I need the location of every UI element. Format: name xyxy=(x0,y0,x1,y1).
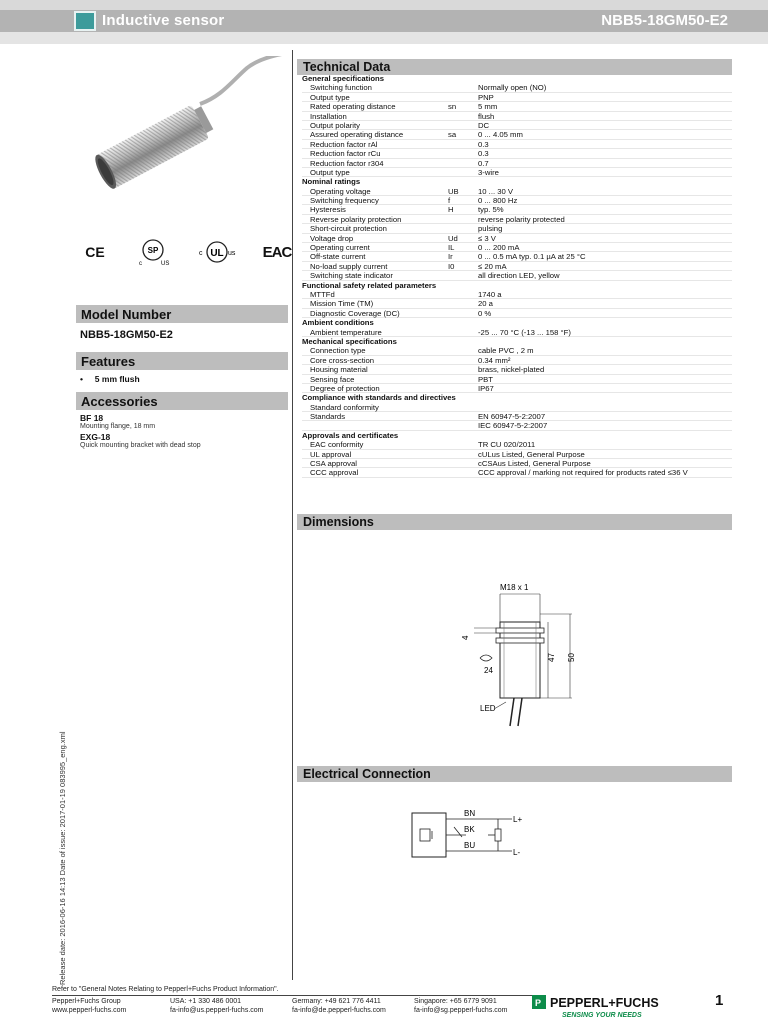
column-divider xyxy=(292,50,293,980)
model-number: NBB5-18GM50-E2 xyxy=(80,329,173,341)
svg-text:L-: L- xyxy=(513,848,521,857)
ce-mark-icon: CE xyxy=(85,244,105,260)
spec-value: cable PVC , 2 m xyxy=(478,346,534,356)
spec-row xyxy=(302,196,732,205)
page-header xyxy=(0,0,768,44)
spec-row xyxy=(302,375,732,384)
wiring-diagram xyxy=(410,805,540,865)
spec-value: brass, nickel-plated xyxy=(478,365,545,375)
spec-label: Output type xyxy=(310,167,350,177)
spec-row xyxy=(302,290,732,299)
spec-value: pulsing xyxy=(478,224,503,234)
spec-label: Short-circuit protection xyxy=(310,224,387,234)
dimensions-drawing xyxy=(440,578,600,728)
accessory-description: Mounting flange, 18 mm xyxy=(80,423,156,430)
model-number-heading: Model Number xyxy=(76,305,288,323)
spec-row xyxy=(302,421,732,430)
spec-value: EN 60947-5-2:2007 xyxy=(478,412,546,422)
technical-data-heading: Technical Data xyxy=(297,59,732,75)
spec-value: ≤ 20 mA xyxy=(478,261,507,271)
spec-group-label: General specifications xyxy=(302,74,385,83)
spec-symbol: IL xyxy=(448,243,455,253)
spec-row xyxy=(302,252,732,261)
spec-row xyxy=(302,205,732,214)
spec-label: Switching function xyxy=(310,83,372,93)
spec-value: cCSAus Listed, General Purpose xyxy=(478,459,591,469)
spec-symbol: Ir xyxy=(448,252,453,262)
spec-group-heading xyxy=(302,337,732,346)
spec-row xyxy=(302,112,732,121)
eac-mark-icon: EAC xyxy=(262,243,292,261)
spec-row xyxy=(302,309,732,318)
spec-symbol: sn xyxy=(448,102,457,112)
spec-group-label: Nominal ratings xyxy=(302,177,361,187)
spec-row xyxy=(302,243,732,252)
spec-value: 0.3 xyxy=(478,149,489,159)
spec-label: Assured operating distance xyxy=(310,130,404,140)
spec-label: Standards xyxy=(310,412,346,422)
svg-text:US: US xyxy=(160,261,169,267)
csa-mark-icon xyxy=(133,237,173,267)
spec-value: 0 ... 200 mA xyxy=(478,243,520,253)
spec-symbol: I0 xyxy=(448,261,455,271)
certification-marks xyxy=(80,234,292,270)
spec-label: Mission Time (TM) xyxy=(310,299,374,309)
spec-row xyxy=(302,234,732,243)
spec-label: Installation xyxy=(310,111,347,121)
spec-value: flush xyxy=(478,111,495,121)
dimensions-heading: Dimensions xyxy=(297,514,732,530)
svg-text:4: 4 xyxy=(461,635,470,640)
spec-label: Reverse polarity protection xyxy=(310,214,402,224)
footer-email-link[interactable]: fa-info@sg.pepperl-fuchs.com xyxy=(414,1006,508,1014)
svg-text:24: 24 xyxy=(484,666,493,675)
svg-text:us: us xyxy=(228,250,236,257)
spec-row xyxy=(302,140,732,149)
accessories-heading: Accessories xyxy=(76,392,288,410)
spec-row xyxy=(302,149,732,158)
spec-symbol: f xyxy=(448,196,451,206)
spec-row xyxy=(302,468,732,477)
spec-label: Reduction factor rAl xyxy=(310,139,378,149)
spec-value: 3-wire xyxy=(478,167,499,177)
spec-value: 0 % xyxy=(478,308,492,318)
spec-label: Housing material xyxy=(310,365,368,375)
spec-value: PBT xyxy=(478,374,493,384)
spec-value: 5 mm xyxy=(478,102,498,112)
svg-text:SENSING YOUR NEEDS: SENSING YOUR NEEDS xyxy=(562,1012,642,1019)
spec-group-label: Mechanical specifications xyxy=(302,336,397,346)
spec-symbol: Ud xyxy=(448,233,458,243)
spec-value: cULus Listed, General Purpose xyxy=(478,449,585,459)
spec-row xyxy=(302,450,732,459)
svg-text:P: P xyxy=(535,998,542,1008)
accessory-name[interactable]: BF 18 xyxy=(80,413,104,423)
spec-label: UL approval xyxy=(310,449,352,459)
spec-value: TR CU 020/2011 xyxy=(478,440,536,450)
spec-value: PNP xyxy=(478,92,494,102)
footer-contact: Pepperl+Fuchs Group www.pepperl-fuchs.com xyxy=(52,998,127,1014)
spec-label: Connection type xyxy=(310,346,366,356)
feature-item: • 5 mm flush xyxy=(80,374,140,384)
svg-text:50: 50 xyxy=(567,653,576,662)
svg-text:UL: UL xyxy=(210,248,224,259)
spec-symbol: H xyxy=(448,205,454,215)
spec-row xyxy=(302,130,732,139)
spec-label: No-load supply current xyxy=(310,261,388,271)
page-number: 1 xyxy=(715,992,724,1009)
footer-reference: Refer to "General Notes Relating to Pepperl+Fuchs Product Information". xyxy=(52,986,279,993)
spec-row xyxy=(302,440,732,449)
spec-row xyxy=(302,356,732,365)
spec-row xyxy=(302,262,732,271)
spec-row xyxy=(302,83,732,92)
footer-email-link[interactable]: fa-info@us.pepperl-fuchs.com xyxy=(170,1006,264,1014)
svg-text:SP: SP xyxy=(147,246,158,255)
spec-symbol: sa xyxy=(448,130,457,140)
svg-text:PEPPERL+FUCHS: PEPPERL+FUCHS xyxy=(550,996,659,1010)
spec-value: CCC approval / marking not required for products rated ≤36 V xyxy=(478,468,688,478)
spec-row xyxy=(302,271,732,280)
svg-text:M18 x 1: M18 x 1 xyxy=(500,583,529,592)
technical-data-table xyxy=(302,74,732,478)
spec-row xyxy=(302,299,732,308)
electrical-connection-heading: Electrical Connection xyxy=(297,766,732,782)
spec-group-label: Functional safety related parameters xyxy=(302,280,437,290)
spec-group-heading xyxy=(302,393,732,402)
spec-label: Standard conformity xyxy=(310,402,379,412)
spec-label: Hysteresis xyxy=(310,205,346,215)
accessory-name[interactable]: EXG-18 xyxy=(80,432,111,442)
footer-rule xyxy=(52,995,542,996)
spec-value: 0.7 xyxy=(478,158,489,168)
spec-label: Ambient temperature xyxy=(310,327,382,337)
spec-group-heading xyxy=(302,281,732,290)
spec-value: 0 ... 0.5 mA typ. 0.1 µA at 25 °C xyxy=(478,252,586,262)
spec-value: 0 ... 4.05 mm xyxy=(478,130,523,140)
product-photo xyxy=(82,56,282,226)
spec-label: EAC conformity xyxy=(310,440,364,450)
spec-label: Reduction factor rCu xyxy=(310,149,381,159)
spec-label: Output polarity xyxy=(310,120,360,130)
company-logo xyxy=(530,993,700,1024)
svg-text:BU: BU xyxy=(464,841,476,850)
spec-group-label: Compliance with standards and directives xyxy=(302,393,456,403)
document-title: Inductive sensor xyxy=(102,12,225,29)
spec-label: Off-state current xyxy=(310,252,366,262)
footer-contact: USA: +1 330 486 0001 fa-info@us.pepperl-fuchs.com xyxy=(170,998,264,1014)
spec-value: reverse polarity protected xyxy=(478,214,565,224)
spec-label: Operating current xyxy=(310,243,370,253)
svg-text:47: 47 xyxy=(547,653,556,662)
spec-row xyxy=(302,412,732,421)
spec-row xyxy=(302,224,732,233)
spec-value: IP67 xyxy=(478,383,494,393)
svg-text:c: c xyxy=(138,261,142,267)
spec-row xyxy=(302,403,732,412)
release-info: Release date: 2016-06-16 14:13 Date of issue: 2017-01-19 083995_eng.xml xyxy=(58,731,67,985)
spec-value: 0.34 mm² xyxy=(478,355,511,365)
header-top-band xyxy=(0,0,768,10)
footer-email-link[interactable]: fa-info@de.pepperl-fuchs.com xyxy=(292,1006,386,1014)
spec-label: CCC approval xyxy=(310,468,359,478)
footer-contact: Germany: +49 621 776 4411 fa-info@de.pepperl-fuchs.com xyxy=(292,998,386,1014)
spec-label: Degree of protection xyxy=(310,383,380,393)
spec-symbol: UB xyxy=(448,186,459,196)
spec-row xyxy=(302,328,732,337)
spec-value: -25 ... 70 °C (-13 ... 158 °F) xyxy=(478,327,571,337)
spec-value: DC xyxy=(478,120,490,130)
spec-group-heading xyxy=(302,177,732,186)
spec-row xyxy=(302,159,732,168)
spec-row xyxy=(302,168,732,177)
spec-value: typ. 5% xyxy=(478,205,504,215)
spec-label: Diagnostic Coverage (DC) xyxy=(310,308,400,318)
spec-value: 10 ... 30 V xyxy=(478,186,514,196)
svg-text:BN: BN xyxy=(464,809,476,818)
header-square-icon xyxy=(74,11,96,31)
spec-label: MTTFd xyxy=(310,289,335,299)
spec-value: all direction LED, yellow xyxy=(478,271,560,281)
svg-text:L+: L+ xyxy=(513,815,523,824)
spec-value: ≤ 3 V xyxy=(478,233,496,243)
spec-group-label: Approvals and certificates xyxy=(302,430,399,440)
header-bottom-band xyxy=(0,32,768,44)
ul-mark-icon xyxy=(195,237,239,267)
spec-row xyxy=(302,365,732,374)
spec-value: 0 ... 800 Hz xyxy=(478,196,518,206)
spec-group-heading xyxy=(302,318,732,327)
svg-text:c: c xyxy=(199,250,203,257)
spec-value: 0.3 xyxy=(478,139,489,149)
spec-row xyxy=(302,215,732,224)
spec-row xyxy=(302,384,732,393)
spec-value: Normally open (NO) xyxy=(478,83,547,93)
spec-group-heading xyxy=(302,431,732,440)
spec-row xyxy=(302,121,732,130)
spec-label: Rated operating distance xyxy=(310,102,396,112)
spec-row xyxy=(302,93,732,102)
spec-label: CSA approval xyxy=(310,459,358,469)
spec-label: Voltage drop xyxy=(310,233,354,243)
features-heading: Features xyxy=(76,352,288,370)
spec-value: 1740 a xyxy=(478,289,502,299)
svg-text:BK: BK xyxy=(464,825,475,834)
spec-label: Core cross-section xyxy=(310,355,375,365)
spec-group-heading xyxy=(302,74,732,83)
svg-text:LED: LED xyxy=(480,704,496,713)
spec-label: Switching frequency xyxy=(310,196,379,206)
spec-row xyxy=(302,187,732,196)
accessory-description: Quick mounting bracket with dead stop xyxy=(80,442,201,449)
header-model: NBB5-18GM50-E2 xyxy=(601,12,728,29)
spec-label: Output type xyxy=(310,92,350,102)
spec-label: Operating voltage xyxy=(310,186,371,196)
footer-contact: Singapore: +65 6779 9091 fa-info@sg.pepperl-fuchs.com xyxy=(414,998,508,1014)
spec-value: IEC 60947-5-2:2007 xyxy=(478,421,548,431)
spec-group-label: Ambient conditions xyxy=(302,318,374,328)
spec-label: Reduction factor r304 xyxy=(310,158,384,168)
spec-label: Sensing face xyxy=(310,374,355,384)
spec-label: Switching state indicator xyxy=(310,271,393,281)
spec-value: 20 a xyxy=(478,299,493,309)
spec-row xyxy=(302,346,732,355)
spec-row xyxy=(302,102,732,111)
spec-row xyxy=(302,459,732,468)
footer-link[interactable]: www.pepperl-fuchs.com xyxy=(52,1006,127,1014)
